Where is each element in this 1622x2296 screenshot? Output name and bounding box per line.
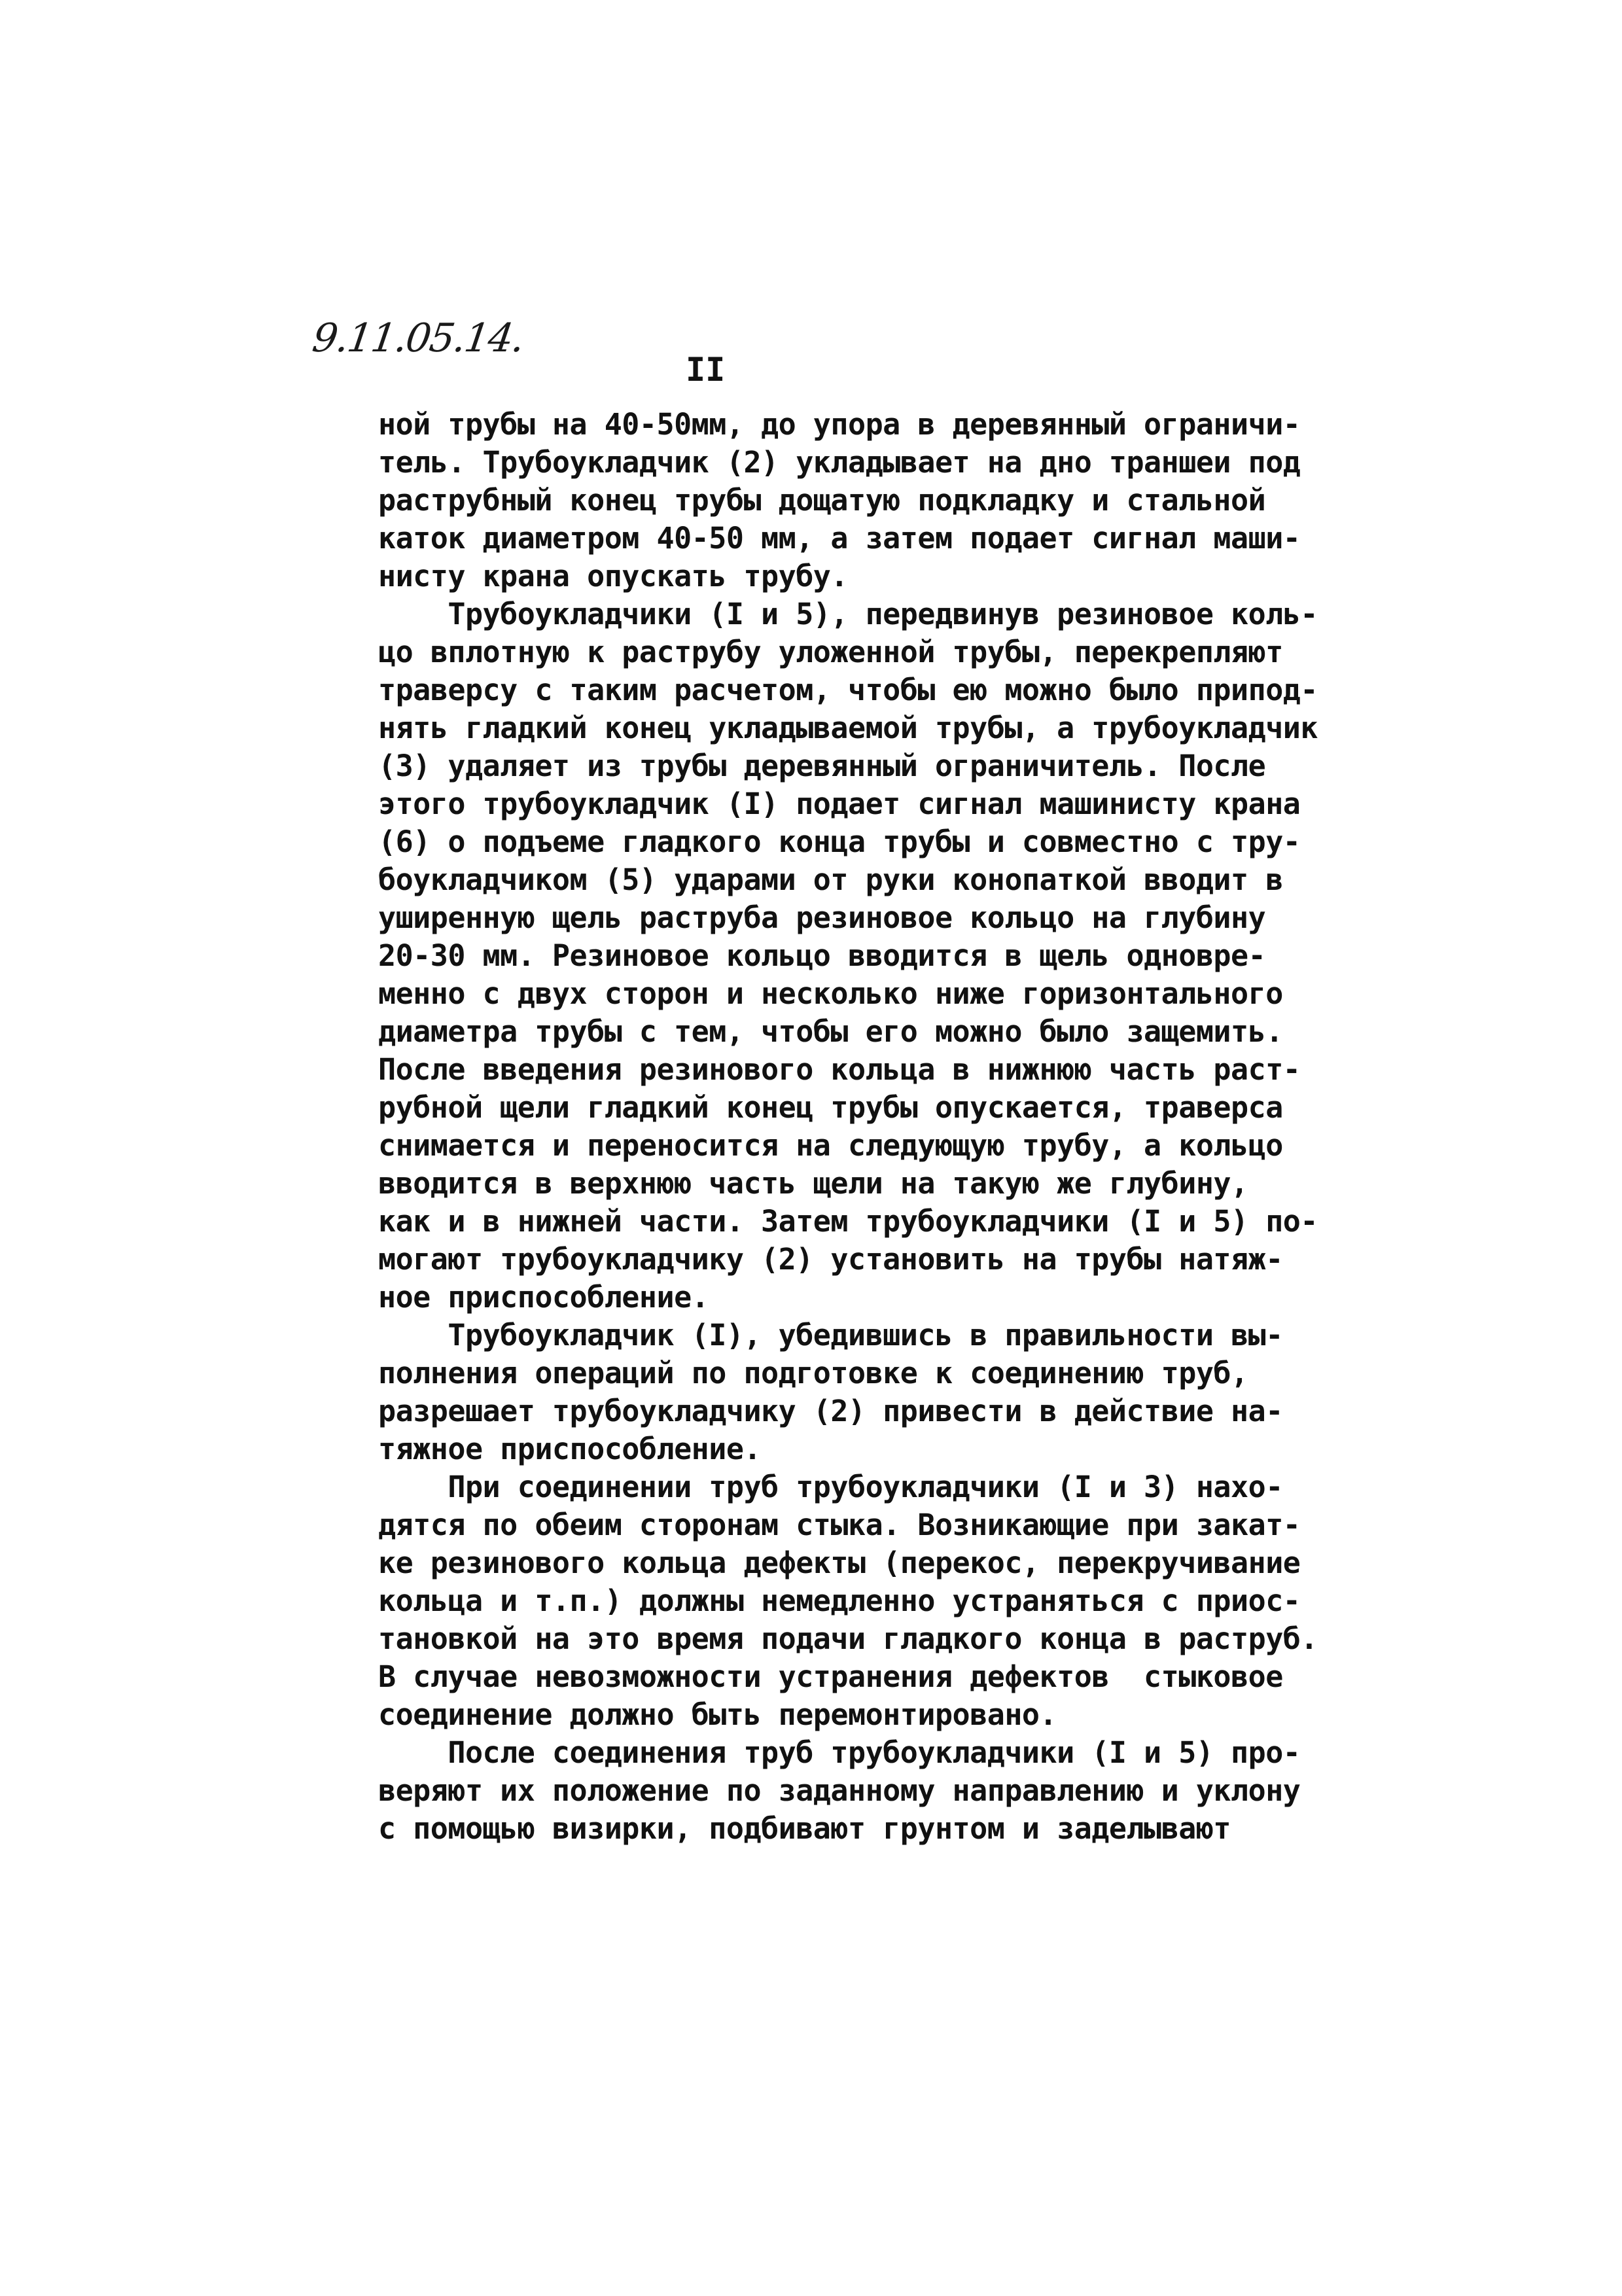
body-text <box>378 406 1318 1848</box>
text-line: (6) о подъеме гладкого конца трубы и совместно с тру- <box>378 824 1301 859</box>
text-line: (3) удаляет из трубы деревянный ограничитель. После <box>378 749 1266 783</box>
text-line: каток диаметром 40-50 мм, а затем подает сигнал маши- <box>378 521 1301 556</box>
text-line: веряют их положение по заданному направлению и уклону <box>378 1773 1301 1808</box>
text-line: рубной щели гладкий конец трубы опускается, траверса <box>378 1090 1283 1125</box>
text-line: могают трубоукладчику (2) установить на трубы натяж- <box>378 1242 1283 1277</box>
text-line: кольца и т.п.) должны немедленно устраняться с приос- <box>378 1583 1301 1618</box>
text-line: вводится в верхнюю часть щели на такую же глубину, <box>378 1166 1248 1201</box>
text-line: 20-30 мм. Резиновое кольцо вводится в щель одновре- <box>378 938 1266 973</box>
text-line: нять гладкий конец укладываемой трубы, а трубоукладчик <box>378 711 1318 745</box>
text-line: Трубоукладчики (I и 5), передвинув резиновое коль- <box>378 597 1318 631</box>
text-line: При соединении труб трубоукладчики (I и 3) нахо- <box>378 1470 1283 1504</box>
text-line: соединение должно быть перемонтировано. <box>378 1697 1057 1732</box>
page-number: II <box>686 351 726 389</box>
text-line: диаметра трубы с тем, чтобы его можно было защемить. <box>378 1014 1283 1049</box>
text-line: с помощью визирки, подбивают грунтом и заделывают <box>378 1811 1231 1846</box>
text-line: разрешает трубоукладчику (2) привести в действие на- <box>378 1394 1283 1428</box>
text-line: снимается и переносится на следующую трубу, а кольцо <box>378 1128 1283 1163</box>
text-line: После соединения труб трубоукладчики (I и 5) про- <box>378 1735 1301 1770</box>
text-line: После введения резинового кольца в нижнюю часть раст- <box>378 1052 1301 1087</box>
text-line: боукладчиком (5) ударами от руки конопаткой вводит в <box>378 862 1283 897</box>
text-line: как и в нижней части. Затем трубоукладчики (I и 5) по- <box>378 1204 1318 1239</box>
text-line: тановкой на это время подачи гладкого конца в раструб. <box>378 1621 1318 1656</box>
text-line: полнения операций по подготовке к соединению труб, <box>378 1356 1248 1390</box>
text-line: дятся по обеим сторонам стыка. Возникающие при закат- <box>378 1508 1301 1542</box>
text-line: тель. Трубоукладчик (2) укладывает на дно траншеи под <box>378 445 1301 480</box>
text-line: раструбный конец трубы дощатую подкладку и стальной <box>378 483 1266 518</box>
text-line: цо вплотную к раструбу уложенной трубы, перекрепляют <box>378 635 1283 669</box>
text-line: ке резинового кольца дефекты (перекос, перекручивание <box>378 1545 1301 1580</box>
text-line: этого трубоукладчик (I) подает сигнал машинисту крана <box>378 786 1301 821</box>
text-line: менно с двух сторон и несколько ниже горизонтального <box>378 976 1283 1011</box>
text-line: тяжное приспособление. <box>378 1432 762 1466</box>
handwritten-document-code: 9.11.05.14. <box>309 315 527 361</box>
text-line: уширенную щель раструба резиновое кольцо на глубину <box>378 900 1266 935</box>
text-line: траверсу с таким расчетом, чтобы ею можно было припод- <box>378 673 1318 707</box>
text-line: Трубоукладчик (I), убедившись в правильности вы- <box>378 1318 1283 1352</box>
text-line: ное приспособление. <box>378 1280 709 1315</box>
text-line: В случае невозможности устранения дефектов стыковое <box>378 1659 1283 1694</box>
text-line: ной трубы на 40-50мм, до упора в деревянный ограничи- <box>378 407 1301 442</box>
text-line: нисту крана опускать трубу. <box>378 559 848 593</box>
